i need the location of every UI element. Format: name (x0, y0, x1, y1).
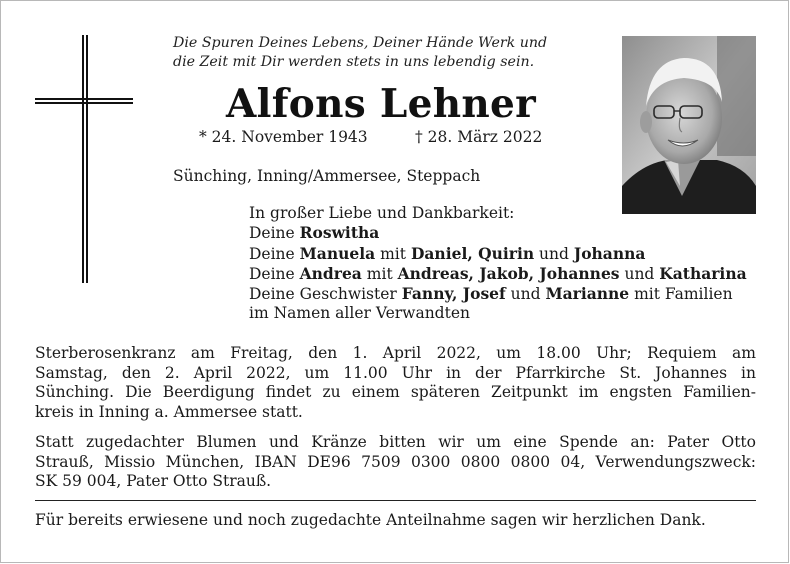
family-name: Andrea (299, 263, 362, 283)
family-text: Deine Geschwister (249, 285, 402, 304)
family-line (249, 264, 769, 284)
cross-icon (35, 35, 133, 283)
family-members (249, 223, 769, 323)
family-list (249, 204, 769, 324)
family-text: Deine (249, 244, 300, 263)
closing-thanks: Für bereits erwiesene und noch zugedachte Anteilnahme sagen wir herzlichen Dank. (35, 511, 706, 529)
family-line (249, 284, 769, 304)
family-text: und (505, 285, 546, 304)
family-text: Deine (249, 224, 300, 243)
donation-line: SK 59 004, Pater Otto Strauß. (35, 472, 272, 490)
family-text: mit (361, 264, 398, 283)
death-date: † 28. März 2022 (415, 128, 543, 146)
family-text: im Namen aller Verwandten (249, 304, 470, 323)
service-line: kreis in Inning a. Ammersee statt. (35, 402, 303, 421)
family-name: Katharina (659, 263, 747, 283)
donation-paragraph (35, 433, 756, 492)
service-line: Samstag, den 2. April 2022, um 11.00 Uhr in der Pfarrkirche St. Johannes in (35, 363, 756, 382)
family-name: Daniel, Quirin (410, 243, 535, 263)
divider (35, 500, 756, 501)
motto-line: die Zeit mit Dir werden stets in uns lebendig sein. (173, 54, 535, 70)
service-line: Sterberosenkranz am Freitag, den 1. April 2022, um 18.00 Uhr; Requiem am (35, 344, 756, 362)
donation-line: Statt zugedachter Blumen und Kränze bitten wir um eine Spende an: Pater Otto (35, 433, 756, 451)
family-name: Marianne (545, 284, 630, 304)
family-line (249, 244, 769, 264)
family-text: und (534, 244, 574, 263)
family-text: und (619, 264, 660, 283)
places: Sünching, Inning/Ammersee, Steppach (173, 167, 481, 185)
portrait-photo (622, 36, 756, 214)
service-paragraph (35, 344, 756, 422)
family-intro: In großer Liebe und Dankbarkeit: (249, 204, 515, 222)
motto-line: Die Spuren Deines Lebens, Deiner Hände Werk und (173, 35, 548, 51)
family-name: Manuela (299, 243, 376, 263)
family-name: Andreas, Jakob, Johannes (397, 263, 620, 283)
family-text: mit Familien (629, 285, 733, 304)
family-text: mit (375, 244, 411, 263)
family-line (249, 304, 769, 323)
donation-line: Strauß, Missio München, IBAN DE96 7509 0300 0800 0800 04, Verwendungszweck: (35, 452, 756, 471)
family-line (249, 223, 769, 243)
family-name: Johanna (573, 243, 646, 263)
motto (173, 34, 613, 72)
birth-date: * 24. November 1943 (199, 128, 368, 146)
family-text: Deine (249, 264, 300, 283)
deceased-name: Alfons Lehner (226, 81, 536, 127)
family-name: Roswitha (299, 223, 380, 243)
service-line: Sünching. Die Beerdigung findet zu einem späteren Zeitpunkt im engsten Familien- (35, 383, 756, 401)
family-name: Fanny, Josef (401, 284, 506, 304)
